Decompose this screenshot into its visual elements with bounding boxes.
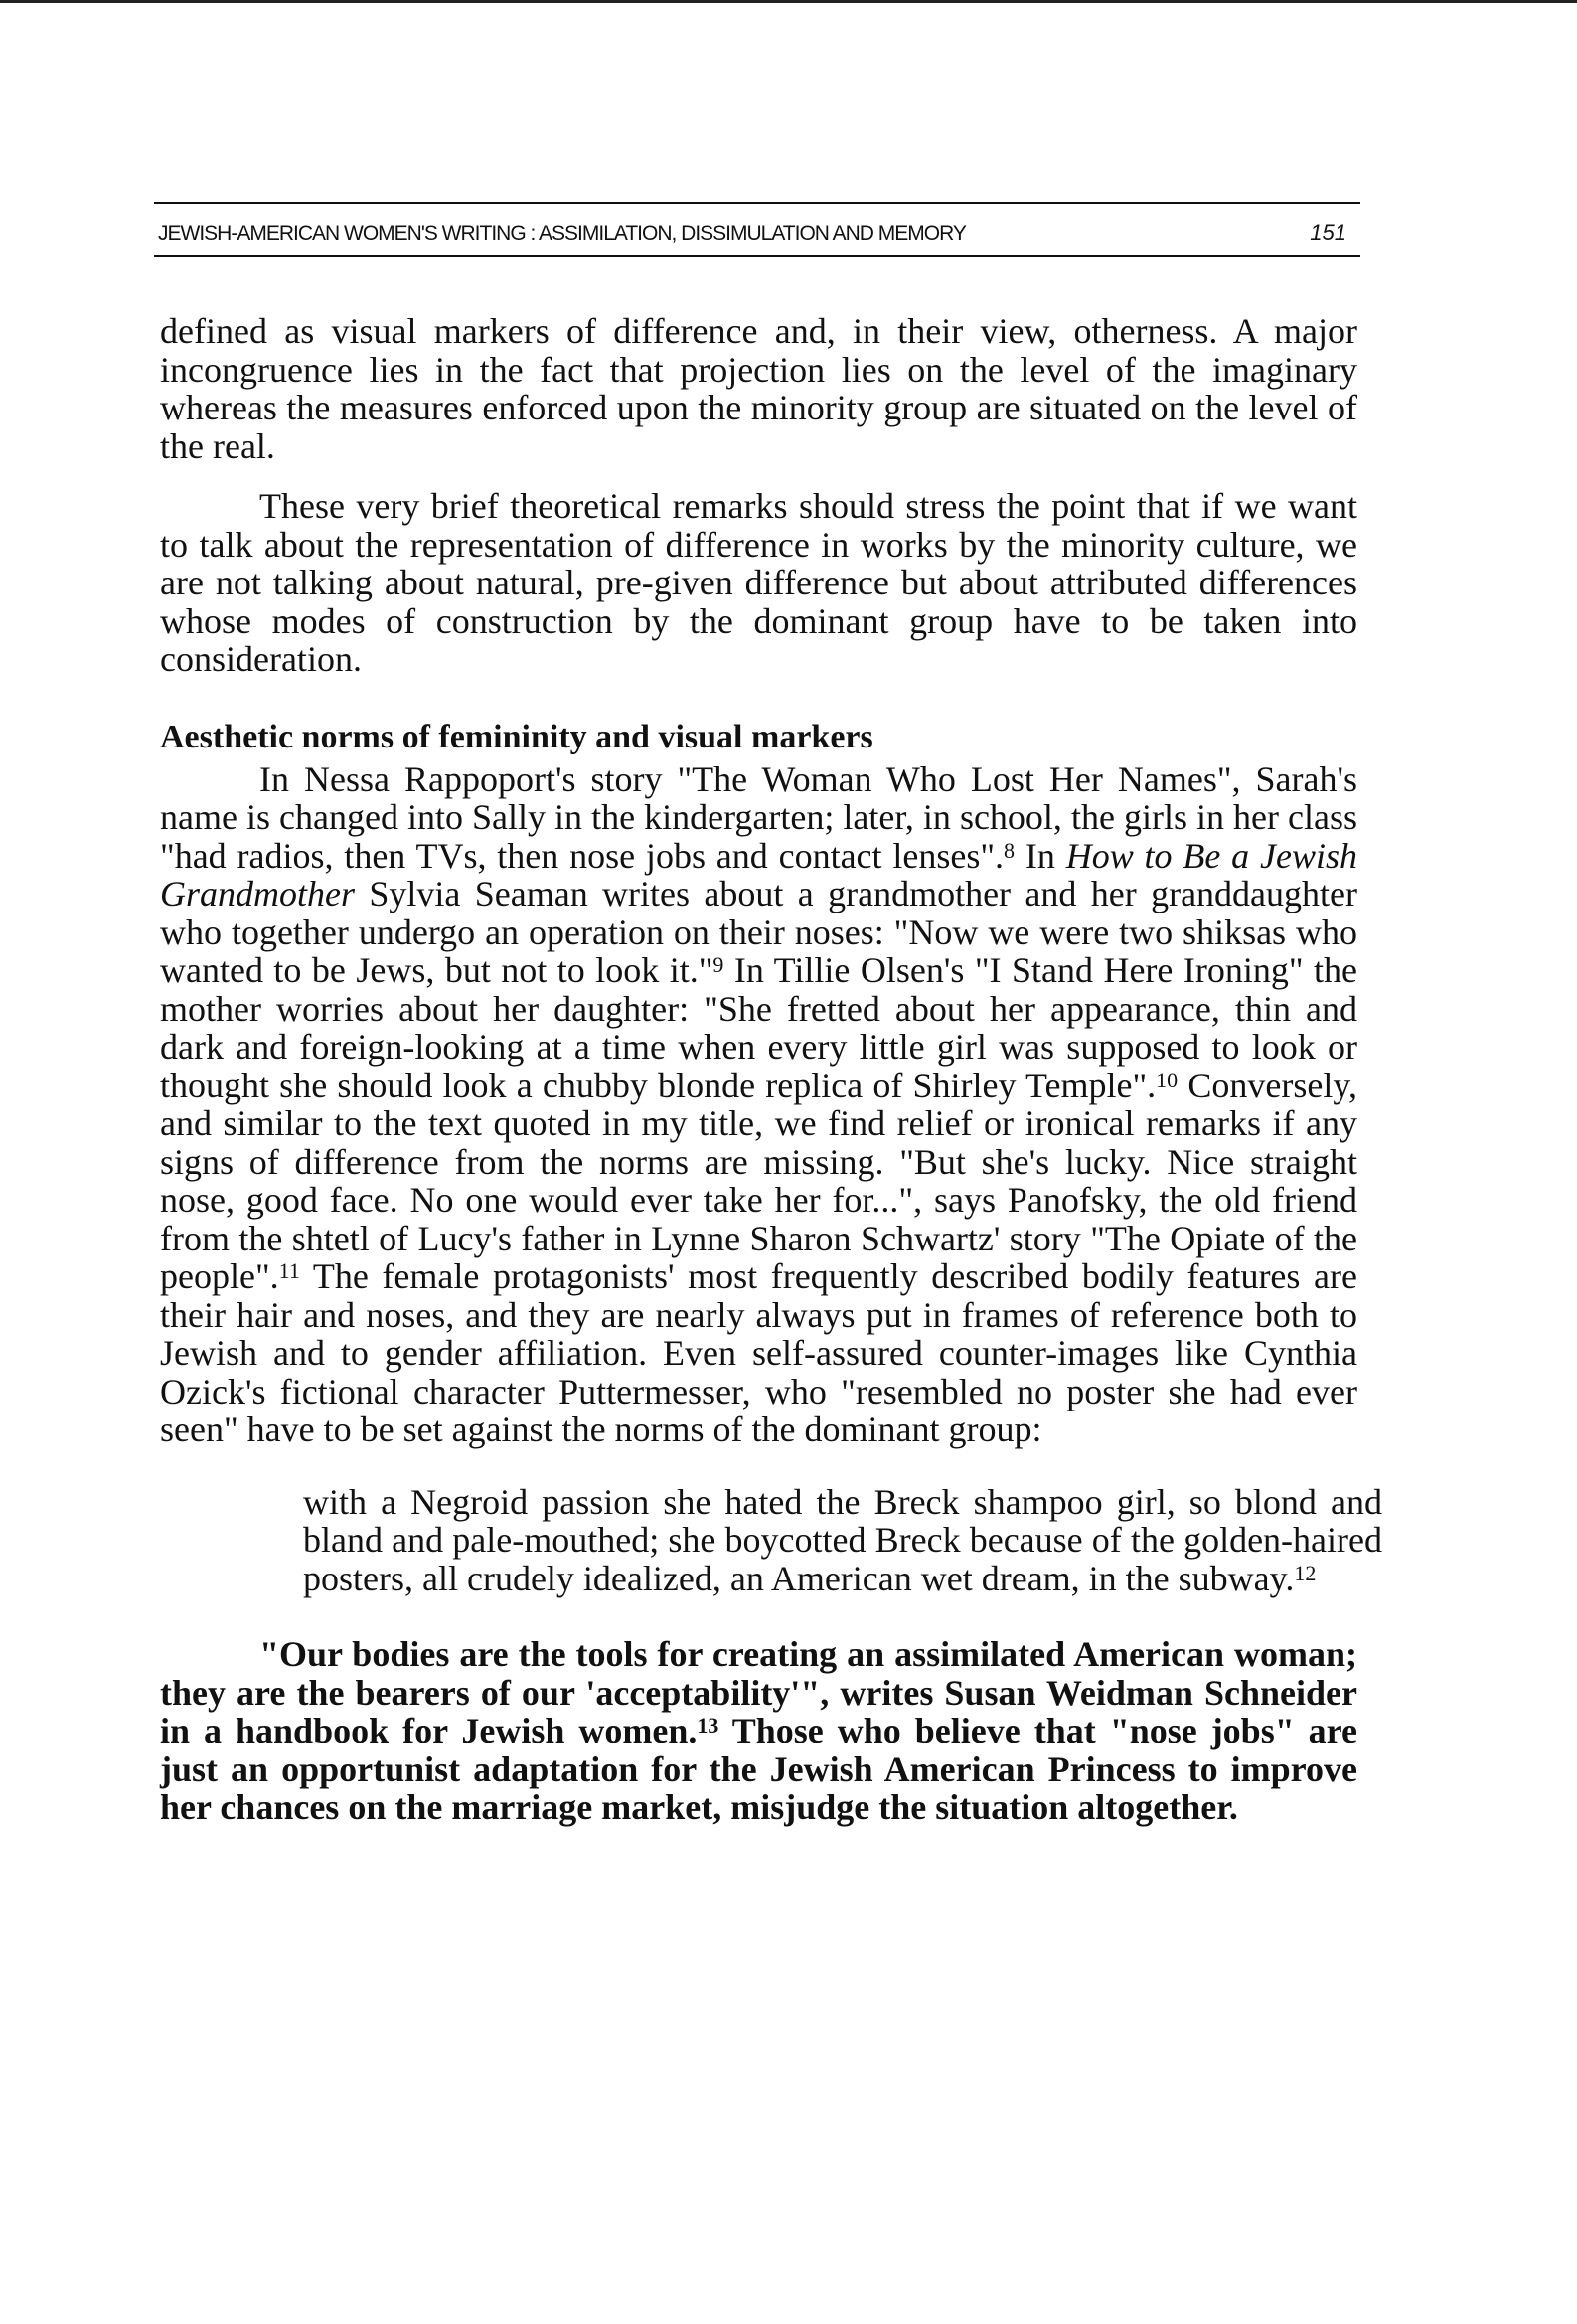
footnote-ref-10: 10 bbox=[1156, 1067, 1179, 1092]
page-body bbox=[160, 311, 1382, 1827]
running-title: JEWISH-AMERICAN WOMEN'S WRITING : ASSIMILATION, DISSIMULATION AND MEMORY bbox=[158, 222, 966, 245]
running-header bbox=[154, 202, 1360, 257]
p3-text-a: In Nessa Rappoport's story "The Woman Who Lost Her Names", Sarah's name is changed into Sally in the kindergarten; later, in school, the girls in her class "had radios, then TVs, then nose jobs and contact lenses". bbox=[160, 758, 1357, 876]
block-quote bbox=[303, 1483, 1382, 1598]
page-number: 151 bbox=[1310, 220, 1346, 245]
footnote-ref-13: 13 bbox=[697, 1713, 719, 1738]
p3-text-c: Sylvia Seaman writes about a grandmother and her granddaughter who together undergo an operation on their noses: "Now we were two shiksas who wanted to be Jews, but not to look it." bbox=[160, 874, 1357, 990]
p3-text-e: Conversely, and similar to the text quoted in my title, we find relief or ironical remarks if any signs of difference from the norms are missing. "But she's lucky. Nice straight nose, good face. No one would ever take her for...", says Panofsky, the old friend from the shtetl of Lucy's father in Lynne Sharon Schwartz' story "The Opiate of the people". bbox=[160, 1065, 1357, 1296]
p4-text-a: "Our bodies are the tools for creating an assimilated American woman; they are the bearers of our 'acceptability'", writes Susan Weidman Schneider in a handbook for Jewish women. bbox=[160, 1634, 1357, 1750]
paragraph-3 bbox=[160, 760, 1357, 1449]
book-title: How to Be a Jewish Grandmother bbox=[160, 835, 1357, 913]
p3-text-d: In Tillie Olsen's "I Stand Here Ironing" the mother worries about her daughter: "She fretted about her appearance, thin and dark and foreign-looking at a time when every little girl was supposed to look or thought she should look a chubby blonde replica of Shirley Temple". bbox=[160, 950, 1357, 1105]
section-heading: Aesthetic norms of femininity and visual markers bbox=[160, 718, 873, 755]
quote-text: with a Negroid passion she hated the Breck shampoo girl, so blond and bland and pale-mouthed; she boycotted Breck because of the golden-haired posters, all crudely idealized, an American wet dream, in the subway. bbox=[303, 1481, 1382, 1598]
footnote-ref-11: 11 bbox=[278, 1258, 300, 1283]
paragraph-2: These very brief theoretical remarks should stress the point that if we want to talk about the representation of difference in works by the minority culture, we are not talking about natural, pre-given difference but about attributed differences whose modes of construction by the dominant group have to be taken into consideration. bbox=[160, 486, 1357, 679]
p4-text-b: Those who believe that "nose jobs" are just an opportunist adaptation for the Jewish American Princess to improve her chances on the marriage market, misjudge the situation altogether. bbox=[160, 1711, 1357, 1827]
scan-edge bbox=[0, 0, 1577, 3]
paragraph-4 bbox=[160, 1635, 1357, 1827]
p3-text-b: In bbox=[1015, 835, 1066, 876]
footnote-ref-12: 12 bbox=[1294, 1560, 1317, 1585]
p3-text-f: The female protagonists' most frequently described bodily features are their hair and noses, and they are nearly always put in frames of reference both to Jewish and to gender affiliation. Even self-assured counter-images like Cynthia Ozick's fictional character Puttermesser, who "resembled no poster she had ever seen" have to be set against the norms of the dominant group: bbox=[160, 1256, 1357, 1449]
paragraph-1: defined as visual markers of difference and, in their view, otherness. A major incongruence lies in the fact that projection lies on the level of the imaginary whereas the measures enforced upon the minority group are situated on the level of the real. bbox=[160, 311, 1357, 466]
footnote-ref-9: 9 bbox=[712, 952, 724, 977]
footnote-ref-8: 8 bbox=[1004, 837, 1016, 863]
